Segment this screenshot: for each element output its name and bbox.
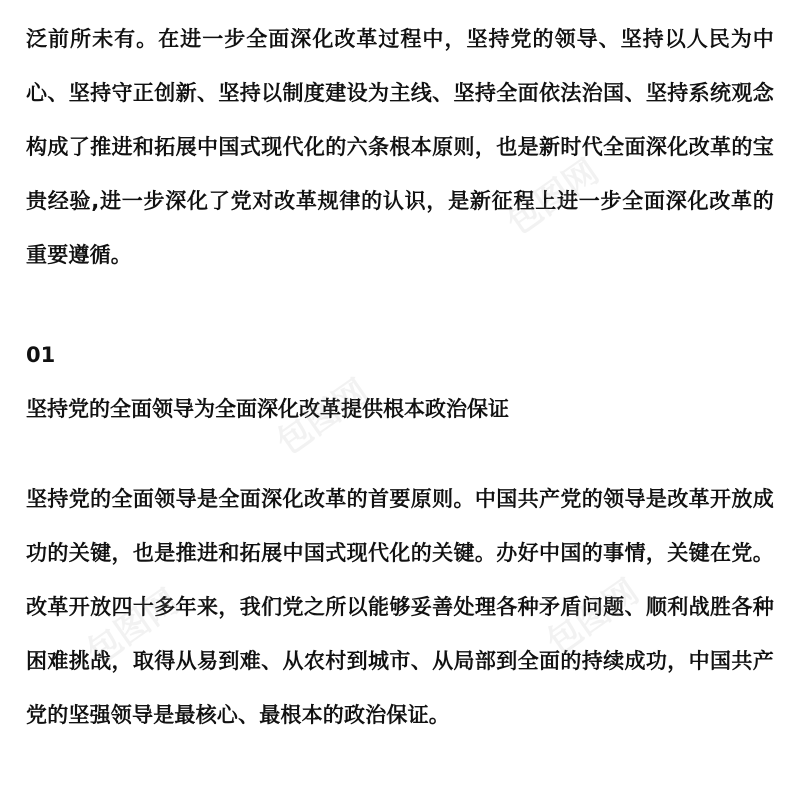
section-number: 01 [26,343,56,367]
watermark-logo: 包图网 [539,571,647,664]
body-paragraph: 坚持党的全面领导是全面深化改革的首要原则。中国共产党的领导是改革开放成功的关键，也是推进和拓展中国式现代化的关键。办好中国的事情，关键在党。改革开放四十多年来，我们党之所以能够妥善处理各种矛盾问题、顺利战胜各种困难挑战，取得从易到难、从农村到城市、从局部到全面的持续成功，中国共产党的坚强领导是最核心、最根本的政治保证。 [26,487,774,727]
watermark-logo: 包图网 [79,581,187,674]
watermark-logo: 包图网 [499,151,607,244]
spacer [26,436,774,472]
watermark-logo: 包图网 [269,371,377,464]
spacer [26,282,774,328]
section-title: 坚持党的全面领导为全面深化改革提供根本政治保证 [26,397,509,421]
intro-paragraph: 泛前所未有。在进一步全面深化改革过程中，坚持党的领导、坚持以人民为中心、坚持守正创新、坚持以制度建设为主线、坚持全面依法治国、坚持系统观念构成了推进和拓展中国式现代化的六条根本原则，也是新时代全面深化改革的宝贵经验,进一步深化了党对改革规律的认识，是新征程上进一步全面深化改革的重要遵循。 [26,27,774,267]
